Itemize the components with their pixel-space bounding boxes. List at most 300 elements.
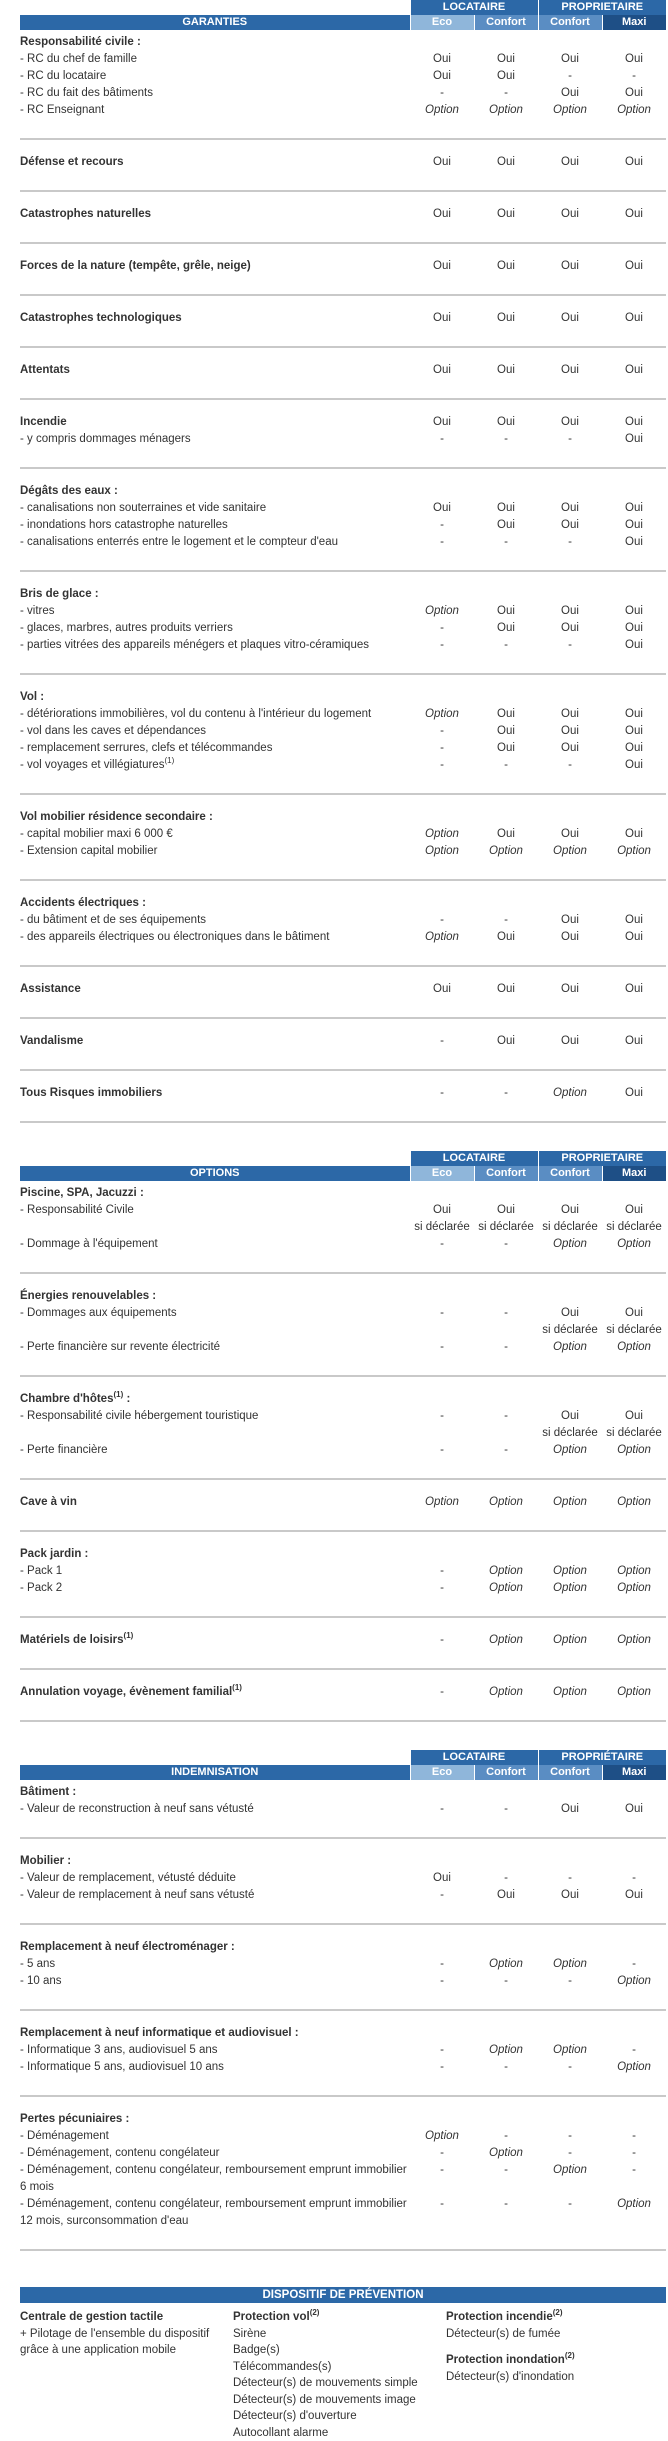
cell-value (602, 1546, 666, 1563)
cell-value: - (410, 637, 474, 654)
section-title: OPTIONS (20, 1166, 410, 1181)
row-divider (20, 327, 666, 347)
cell-value (410, 2025, 474, 2042)
cell-value: Option (602, 1973, 666, 1990)
cell-value: Oui (474, 826, 538, 843)
row-divider (20, 1701, 666, 1721)
cell-value: - (538, 2059, 602, 2076)
vol-line: Détecteur(s) de mouvements simple (233, 2375, 446, 2392)
cell-value (602, 1939, 666, 1956)
cell-value: Option (538, 102, 602, 119)
cell-value: Oui (538, 500, 602, 517)
cell-value: Oui (602, 154, 666, 171)
block-title-row (20, 2025, 666, 2042)
cell-value: - (474, 534, 538, 551)
cell-value: Oui (410, 258, 474, 275)
cell-value: Oui (602, 1085, 666, 1102)
cell-value (474, 1391, 538, 1408)
cell-value: Oui (602, 929, 666, 946)
row-label: - des appareils électriques ou électroniques dans le bâtiment (20, 929, 410, 946)
table-row (20, 2162, 666, 2196)
row-gap (20, 1669, 666, 1684)
cell-value: Option (538, 1494, 602, 1511)
cell-value: - (410, 1085, 474, 1102)
table-row (20, 1442, 666, 1459)
cell-value: Oui (602, 431, 666, 448)
block-title-row (20, 362, 666, 379)
cell-value (538, 1780, 602, 1801)
cell-value: Oui (538, 362, 602, 379)
row-gap (20, 139, 666, 154)
cell-value: Oui (538, 310, 602, 327)
cell-value: Option (538, 843, 602, 860)
row-label: - glaces, marbres, autres produits verriers (20, 620, 410, 637)
cell-value: Oui (538, 154, 602, 171)
cell-value: Oui (602, 517, 666, 534)
block-title: Vol mobilier résidence secondaire : (20, 809, 410, 826)
cell-value: Option (602, 102, 666, 119)
table-row (20, 1202, 666, 1219)
table-row (20, 706, 666, 723)
group-proprietaire: PROPRIETAIRE (538, 1151, 666, 1166)
cell-value: Oui (474, 310, 538, 327)
table-row (20, 51, 666, 68)
row-label: - RC Enseignant (20, 102, 410, 119)
cell-value: - (538, 1973, 602, 1990)
cell-value: Option (538, 1684, 602, 1701)
cell-value: Oui (474, 1202, 538, 1219)
cell-value (538, 2025, 602, 2042)
row-label: - Extension capital mobilier (20, 843, 410, 860)
cell-value: - (474, 1408, 538, 1425)
block-title-row (20, 1085, 666, 1102)
block-title-row (20, 809, 666, 826)
block-title-row (20, 1684, 666, 1701)
cell-value (474, 2111, 538, 2128)
cell-value: Oui (474, 1887, 538, 1904)
row-label: - Valeur de remplacement, vétusté déduite (20, 1870, 410, 1887)
group-header-row (20, 1750, 666, 1765)
row-gap (20, 1122, 666, 1137)
table-row (20, 1887, 666, 1904)
cell-value: - (410, 1956, 474, 1973)
cell-value (602, 895, 666, 912)
table-row (20, 534, 666, 551)
cell-value: Oui (410, 981, 474, 998)
cell-value: si déclarée (602, 1219, 666, 1236)
cell-value: Oui (602, 1887, 666, 1904)
cell-value: Oui (474, 258, 538, 275)
cell-value: Oui (602, 1305, 666, 1322)
cell-value (474, 895, 538, 912)
group-header-row (20, 0, 666, 15)
block-title: Défense et recours (20, 154, 410, 171)
row-label: - capital mobilier maxi 6 000 € (20, 826, 410, 843)
block-title: Remplacement à neuf informatique et audiovisuel : (20, 2025, 410, 2042)
cell-value: Option (602, 2196, 666, 2230)
table-row (20, 620, 666, 637)
cell-value: Oui (602, 1033, 666, 1050)
incendie-title: Protection incendie$^{(2)}$ (446, 2309, 659, 2326)
vol-title: Protection vol$^{(2)}$ (233, 2309, 446, 2326)
cell-value: Option (474, 843, 538, 860)
block-title: Mobilier : (20, 1853, 410, 1870)
row-divider (20, 1511, 666, 1531)
cell-value: Oui (474, 154, 538, 171)
cell-value: Oui (410, 310, 474, 327)
cell-value: Option (474, 2042, 538, 2059)
row-divider (20, 1102, 666, 1122)
cell-value (410, 809, 474, 826)
central-line: + Pilotage de l'ensemble du dispositif grâce à une application mobile (20, 2326, 233, 2359)
cell-value: Oui (410, 154, 474, 171)
block-title: Accidents électriques : (20, 895, 410, 912)
cell-value (410, 1322, 474, 1339)
section-header-row (20, 15, 666, 30)
row-label: - Déménagement, contenu congélateur, remboursement emprunt immobilier 12 mois, surconsommation d'eau (20, 2196, 410, 2230)
cell-value (410, 1780, 474, 1801)
cell-value: Oui (602, 258, 666, 275)
cell-value (474, 1425, 538, 1442)
row-label: - Informatique 3 ans, audiovisuel 5 ans (20, 2042, 410, 2059)
row-divider (20, 2230, 666, 2250)
prevention-panel (20, 2303, 666, 2441)
cell-value: - (538, 2145, 602, 2162)
header-spacer (20, 1151, 410, 1166)
cell-value (410, 895, 474, 912)
cell-value: - (602, 68, 666, 85)
row-gap (20, 2250, 666, 2265)
row-label (20, 1425, 410, 1442)
cell-value (410, 1181, 474, 1202)
cell-value: - (474, 85, 538, 102)
cell-value: Oui (538, 414, 602, 431)
table-row (20, 1305, 666, 1322)
block-title: Dégâts des eaux : (20, 483, 410, 500)
cell-value (410, 483, 474, 500)
row-label: - 5 ans (20, 1956, 410, 1973)
cell-value: - (538, 2128, 602, 2145)
cell-value: Oui (602, 1408, 666, 1425)
cell-value: Oui (538, 1408, 602, 1425)
cell-value (538, 689, 602, 706)
cell-value: Option (474, 102, 538, 119)
cell-value (410, 1288, 474, 1305)
cell-value (474, 809, 538, 826)
row-label: - Valeur de remplacement à neuf sans vétusté (20, 1887, 410, 1904)
block-title-row (20, 1181, 666, 1202)
block-title-row (20, 1853, 666, 1870)
cell-value (474, 483, 538, 500)
block-title-row (20, 1780, 666, 1801)
row-gap (20, 571, 666, 586)
cell-value: Option (538, 2042, 602, 2059)
cell-value: Option (602, 2059, 666, 2076)
section-header-row (20, 1765, 666, 1780)
cell-value: Oui (602, 310, 666, 327)
cell-value: - (474, 757, 538, 774)
cell-value: Option (538, 1956, 602, 1973)
row-label: - canalisations enterrés entre le logement et le compteur d'eau (20, 534, 410, 551)
column-header-confort: Confort (538, 1765, 602, 1780)
cell-value: si déclarée (602, 1322, 666, 1339)
cell-value (410, 2111, 474, 2128)
table-row (20, 1425, 666, 1442)
cell-value: - (410, 2059, 474, 2076)
cell-value: - (474, 2196, 538, 2230)
cell-value: Oui (538, 929, 602, 946)
cell-value (474, 2025, 538, 2042)
cell-value: - (538, 68, 602, 85)
cell-value: Oui (538, 1887, 602, 1904)
cell-value: Oui (602, 500, 666, 517)
cell-value (474, 586, 538, 603)
cell-value: - (410, 431, 474, 448)
cell-value: Oui (602, 534, 666, 551)
row-gap (20, 243, 666, 258)
cell-value: Option (602, 843, 666, 860)
cell-value: - (602, 2162, 666, 2196)
cell-value: - (410, 1339, 474, 1356)
cell-value: - (410, 1580, 474, 1597)
row-gap (20, 1479, 666, 1494)
row-divider (20, 946, 666, 966)
cell-value (538, 895, 602, 912)
row-label: - inondations hors catastrophe naturelles (20, 517, 410, 534)
cell-value (538, 809, 602, 826)
table-row (20, 1563, 666, 1580)
cell-value: Oui (538, 620, 602, 637)
row-label: - RC du fait des bâtiments (20, 85, 410, 102)
table-row (20, 757, 666, 774)
cell-value: Oui (474, 206, 538, 223)
cell-value: Oui (602, 414, 666, 431)
table-row (20, 1219, 666, 1236)
cell-value (538, 1939, 602, 1956)
cell-value: Oui (538, 85, 602, 102)
cell-value: Oui (474, 517, 538, 534)
table-row (20, 2042, 666, 2059)
row-label: - RC du chef de famille (20, 51, 410, 68)
row-label: - y compris dommages ménagers (20, 431, 410, 448)
row-divider (20, 1990, 666, 2010)
block-title: Assistance (20, 981, 410, 998)
table-row (20, 517, 666, 534)
row-label: - Perte financière (20, 1442, 410, 1459)
cell-value: Oui (538, 1801, 602, 1818)
cell-value: Option (602, 1236, 666, 1253)
column-header-eco: Eco (410, 1166, 474, 1181)
cell-value: Oui (474, 723, 538, 740)
cell-value: - (410, 85, 474, 102)
column-header-confort: Confort (474, 1166, 538, 1181)
block-title: Vandalisme (20, 1033, 410, 1050)
cell-value: - (410, 1033, 474, 1050)
row-gap (20, 191, 666, 206)
row-gap (20, 794, 666, 809)
cell-value: Option (474, 1580, 538, 1597)
cell-value: Option (602, 1442, 666, 1459)
group-proprietaire: PROPRIETAIRE (538, 0, 666, 15)
cell-value: Oui (538, 1305, 602, 1322)
row-divider (20, 379, 666, 399)
cell-value: Oui (410, 1870, 474, 1887)
cell-value: Option (538, 1442, 602, 1459)
cell-value (602, 1780, 666, 1801)
cell-value: - (474, 2128, 538, 2145)
cell-value: - (410, 912, 474, 929)
cell-value: Option (538, 2162, 602, 2196)
cell-value: Oui (538, 706, 602, 723)
cell-value (410, 1853, 474, 1870)
cell-value (410, 1546, 474, 1563)
cell-value: Oui (538, 51, 602, 68)
cell-value: Oui (538, 740, 602, 757)
group-header-row (20, 1151, 666, 1166)
row-label: - Déménagement, contenu congélateur (20, 2145, 410, 2162)
row-label (20, 1322, 410, 1339)
cell-value: Option (410, 706, 474, 723)
cell-value: - (410, 1305, 474, 1322)
cell-value: - (538, 1870, 602, 1887)
cell-value: Oui (602, 85, 666, 102)
vol-line: Autocollant alarme (233, 2425, 446, 2441)
cell-value: - (474, 912, 538, 929)
row-label: - Déménagement (20, 2128, 410, 2145)
cell-value: Oui (602, 706, 666, 723)
block-title: Attentats (20, 362, 410, 379)
row-gap (20, 966, 666, 981)
group-locataire: LOCATAIRE (410, 0, 538, 15)
vol-line: Badge(s) (233, 2342, 446, 2359)
group-locataire: LOCATAIRE (410, 1151, 538, 1166)
table-row (20, 1801, 666, 1818)
cell-value: - (474, 1973, 538, 1990)
cell-value: si déclarée (602, 1425, 666, 1442)
column-header-maxi: Maxi (602, 1166, 666, 1181)
row-gap (20, 2096, 666, 2111)
central-title: Centrale de gestion tactile (20, 2309, 233, 2326)
cell-value: - (474, 1305, 538, 1322)
cell-value: Option (410, 2128, 474, 2145)
block-title-row (20, 310, 666, 327)
table-row (20, 85, 666, 102)
cell-value (474, 30, 538, 51)
cell-value: Option (474, 1563, 538, 1580)
cell-value: Oui (538, 517, 602, 534)
cell-value (538, 1391, 602, 1408)
table-row (20, 1236, 666, 1253)
cell-value: si déclarée (538, 1219, 602, 1236)
cell-value: Oui (538, 981, 602, 998)
table-row (20, 1973, 666, 1990)
cell-value: - (410, 757, 474, 774)
cell-value: Oui (602, 826, 666, 843)
cell-value: Oui (474, 362, 538, 379)
row-label: - vitres (20, 603, 410, 620)
cell-value: Option (410, 929, 474, 946)
cell-value: Oui (602, 603, 666, 620)
cell-value: Option (538, 1580, 602, 1597)
cell-value (602, 2025, 666, 2042)
table-row (20, 603, 666, 620)
column-header-maxi: Maxi (602, 15, 666, 30)
header-spacer (20, 0, 410, 15)
cell-value: Oui (602, 51, 666, 68)
block-title-row (20, 1632, 666, 1649)
row-gap (20, 1617, 666, 1632)
row-gap (20, 468, 666, 483)
table-row (20, 929, 666, 946)
row-divider (20, 1459, 666, 1479)
block-title: Chambre d'hôtes$^{(1)}$ : (20, 1391, 410, 1408)
cell-value: Oui (538, 912, 602, 929)
table-row (20, 1322, 666, 1339)
block-title-row (20, 586, 666, 603)
vol-line: Sirène (233, 2326, 446, 2343)
block-title-row (20, 483, 666, 500)
cell-value: si déclarée (538, 1322, 602, 1339)
block-title: Vol : (20, 689, 410, 706)
cell-value: - (602, 1956, 666, 1973)
cell-value: Oui (474, 620, 538, 637)
cell-value: Oui (538, 603, 602, 620)
column-header-maxi: Maxi (602, 1765, 666, 1780)
table-row (20, 1956, 666, 1973)
row-gap (20, 1273, 666, 1288)
block-title: Forces de la nature (tempête, grêle, neige) (20, 258, 410, 275)
cell-value: Oui (410, 68, 474, 85)
page (20, 0, 666, 2441)
row-label: - Perte financière sur revente électricité (20, 1339, 410, 1356)
group-locataire: LOCATAIRE (410, 1750, 538, 1765)
row-label: - Responsabilité civile hébergement touristique (20, 1408, 410, 1425)
cell-value: Option (410, 603, 474, 620)
cell-value (410, 1391, 474, 1408)
block-title: Matériels de loisirs$^{(1)}$ (20, 1632, 410, 1649)
block-title-row (20, 1939, 666, 1956)
cell-value: - (410, 2162, 474, 2196)
cell-value: Oui (602, 1202, 666, 1219)
cell-value: - (474, 1801, 538, 1818)
cell-value (538, 1288, 602, 1305)
vol-line: Détecteur(s) d'ouverture (233, 2408, 446, 2425)
cell-value: - (474, 1339, 538, 1356)
cell-value (474, 689, 538, 706)
cell-value: - (474, 1085, 538, 1102)
row-label: - Pack 1 (20, 1563, 410, 1580)
row-label: - Dommages aux équipements (20, 1305, 410, 1322)
cell-value: Option (474, 1494, 538, 1511)
row-divider (20, 998, 666, 1018)
row-divider (20, 171, 666, 191)
table-row (20, 637, 666, 654)
cell-value (538, 30, 602, 51)
block-title: Énergies renouvelables : (20, 1288, 410, 1305)
row-label: - vol dans les caves et dépendances (20, 723, 410, 740)
row-divider (20, 1818, 666, 1838)
block-title: Pack jardin : (20, 1546, 410, 1563)
row-label: - Responsabilité Civile (20, 1202, 410, 1219)
cell-value: Oui (474, 706, 538, 723)
block-title-row (20, 414, 666, 431)
cell-value: - (474, 431, 538, 448)
row-gap (20, 1721, 666, 1736)
block-title: Annulation voyage, évènement familial$^{(1)}$ (20, 1684, 410, 1701)
cell-value: Option (602, 1339, 666, 1356)
cell-value: - (538, 431, 602, 448)
cell-value: - (410, 620, 474, 637)
